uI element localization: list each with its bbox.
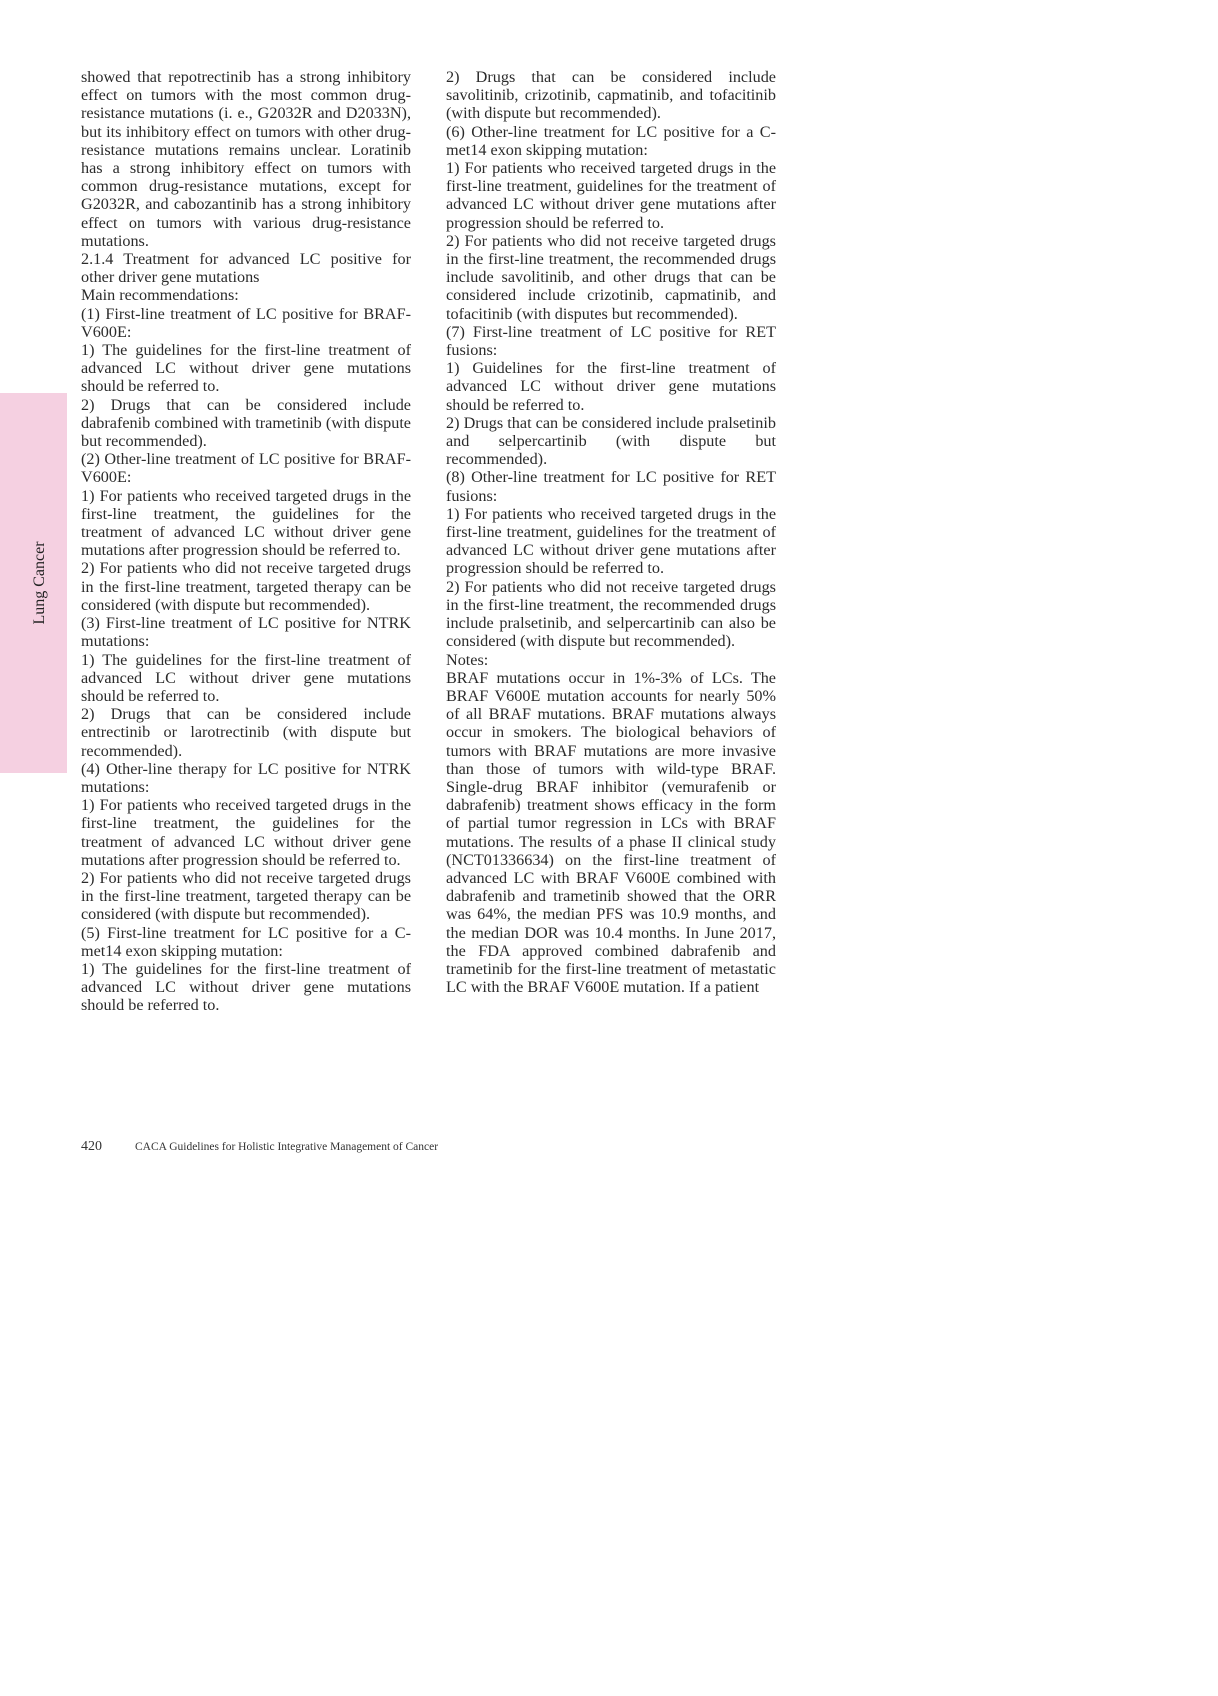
paragraph: 1) The guidelines for the first-line treatment of advanced LC without driver gene mutations should be referred to.: [81, 650, 411, 705]
paragraph: (8) Other-line treatment for LC positive for RET fusions:: [446, 468, 776, 505]
paragraph: 2) For patients who did not receive targeted drugs in the first-line treatment, targeted therapy can be considered (with dispute but recommended).: [81, 868, 411, 924]
paragraph: (5) First-line treatment for LC positive for a C-met14 exon skipping mutation:: [81, 923, 411, 960]
paragraph: showed that repotrectinib has a strong inhibitory effect on tumors with the most common drug-resistance mutations (i. e., G2032R and D2033N), but its inhibitory effect on tumors with other drug-resistance mutations remains unclear. Loratinib has a strong inhibitory effect on tumors with common drug-resistance mutations, except for G2032R, and cabozantinib has a strong inhibitory effect on tumors with various drug-resistance mutations.: [81, 68, 411, 250]
paragraph: 1) For patients who received targeted drugs in the first-line treatment, guidelines for the treatment of advanced LC without driver gene mutations after progression should be referred to.: [446, 504, 776, 578]
notes-heading: Notes:: [446, 650, 489, 669]
paragraph: 2) Drugs that can be considered include savolitinib, crizotinib, capmatinib, and tofacitinib (with dispute but recommended).: [446, 68, 776, 123]
paragraph: 1) The guidelines for the first-line treatment of advanced LC without driver gene mutations should be referred to.: [81, 341, 411, 396]
footer-title: CACA Guidelines for Holistic Integrative Management of Cancer: [135, 1141, 439, 1153]
paragraph: 1) For patients who received targeted drugs in the first-line treatment, the guidelines for the treatment of advanced LC without driver gene mutations after progression should be referred to.: [81, 796, 411, 869]
left-column: [81, 68, 411, 1015]
page-footer: [81, 1139, 438, 1155]
section-heading: 2.1.4 Treatment for advanced LC positive for other driver gene mutations: [81, 250, 411, 287]
paragraph: (6) Other-line treatment for LC positive for a C-met14 exon skipping mutation:: [446, 122, 776, 159]
paragraph: 1) For patients who received targeted drugs in the first-line treatment, the guidelines for the treatment of advanced LC without driver gene mutations after progression should be referred to.: [81, 486, 411, 560]
side-tab-label: Lung Cancer: [31, 541, 48, 625]
paragraph: 2) Drugs that can be considered include pralsetinib and selpercartinib (with dispute but recommended).: [446, 413, 776, 469]
right-column: [446, 68, 776, 996]
paragraph: 2) Drugs that can be considered include entrectinib or larotrectinib (with dispute but recommended).: [81, 705, 411, 760]
paragraph: 2) For patients who did not receive targeted drugs in the first-line treatment, the recommended drugs include pralsetinib, and selpercartinib can also be considered (with dispute but recommended).: [446, 577, 776, 651]
paragraph: 2) For patients who did not receive targeted drugs in the first-line treatment, the recommended drugs include savolitinib, and other drugs that can be considered include crizotinib, capmatinib, and tofacitinib (with disputes but recommended).: [446, 231, 776, 323]
paragraph: (2) Other-line treatment of LC positive for BRAF-V600E:: [81, 450, 411, 487]
paragraph: (3) First-line treatment of LC positive for NTRK mutations:: [81, 614, 411, 651]
paragraph: (1) First-line treatment of LC positive for BRAF-V600E:: [81, 304, 411, 341]
paragraph: 2) For patients who did not receive targeted drugs in the first-line treatment, targeted therapy can be considered (with dispute but recommended).: [81, 559, 411, 614]
paragraph: 1) Guidelines for the first-line treatment of advanced LC without driver gene mutations should be referred to.: [446, 359, 776, 414]
paragraph: 2) Drugs that can be considered include dabrafenib combined with trametinib (with dispute but recommended).: [81, 395, 411, 451]
paragraph: 1) The guidelines for the first-line treatment of advanced LC without driver gene mutations should be referred to.: [81, 959, 411, 1015]
page-number: 420: [81, 1139, 102, 1154]
paragraph: (4) Other-line therapy for LC positive for NTRK mutations:: [81, 759, 411, 796]
paragraph: BRAF mutations occur in 1%-3% of LCs. The BRAF V600E mutation accounts for nearly 50% of all BRAF mutations. BRAF mutations always occur in smokers. The biological behaviors of tumors with BRAF mutations are more invasive than those of tumors with wild-type BRAF. Single-drug BRAF inhibitor (vemurafenib or dabrafenib) treatment shows efficacy in the form of partial tumor regression in LCs with BRAF mutations. The results of a phase II clinical study (NCT01336634) on the first-line treatment of advanced LC with BRAF V600E combined with dabrafenib and trametinib showed that the ORR was 64%, the median PFS was 10.9 months, and the median DOR was 10.4 months. In June 2017, the FDA approved combined dabrafenib and trametinib for the first-line treatment of metastatic LC with the BRAF V600E mutation. If a patient: [446, 668, 776, 997]
paragraph: 1) For patients who received targeted drugs in the first-line treatment, guidelines for the treatment of advanced LC without driver gene mutations after progression should be referred to.: [446, 159, 776, 232]
paragraph: Main recommendations:: [81, 286, 239, 305]
paragraph: (7) First-line treatment of LC positive for RET fusions:: [446, 322, 776, 360]
